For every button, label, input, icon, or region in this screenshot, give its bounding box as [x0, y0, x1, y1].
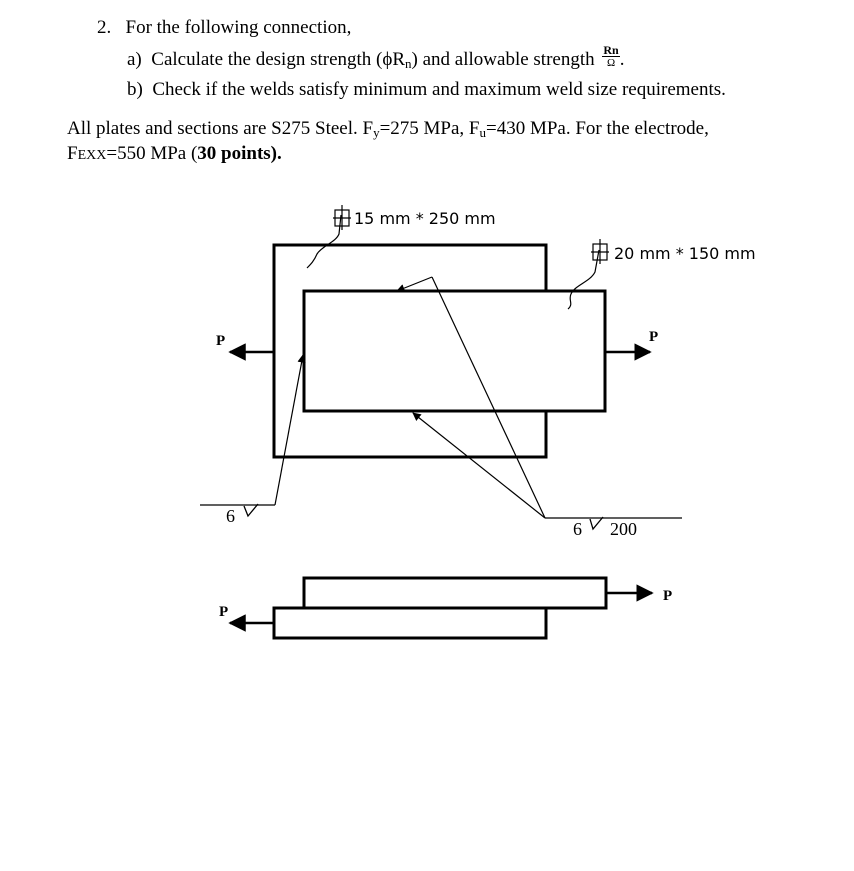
points: 30 points). — [197, 143, 282, 164]
item-a-text: Calculate the design strength (ϕR — [151, 48, 406, 70]
elevation-load-label-right: P — [663, 588, 673, 604]
weld-size-left: 6 — [226, 506, 235, 526]
item-a-text-after: ) and allowable strength — [411, 48, 595, 70]
fraction-numerator: Rn — [603, 43, 619, 57]
fillet-weld-symbol-left — [244, 504, 258, 516]
weld-leader-left — [275, 355, 303, 505]
fy-sub: y — [373, 125, 380, 140]
plate-wide-label: 15 mm * 250 mm — [354, 209, 496, 228]
plate-callout-leader-wide — [307, 215, 341, 268]
item-a-marker: a) — [127, 48, 142, 70]
elevation-load-label-left: P — [219, 604, 229, 620]
electrode-exx: EXX — [77, 148, 107, 163]
fu-rest: =430 MPa. For the electrode, — [486, 118, 709, 139]
plate-narrow-label: 20 mm * 150 mm — [614, 244, 756, 263]
question-number: 2. — [97, 17, 112, 38]
electrode-f: F — [67, 143, 78, 164]
steel-pre: All plates and sections are S275 Steel. F — [67, 118, 374, 139]
electrode-rest: =550 MPa ( — [106, 143, 198, 164]
plate-symbol-icon-wide — [333, 205, 351, 230]
load-label-right: P — [649, 329, 659, 345]
item-a-subscript: n — [405, 55, 412, 71]
question-intro: For the following connection, — [125, 17, 352, 38]
item-b-marker: b) — [127, 79, 143, 100]
weld-length-right: 200 — [610, 519, 637, 539]
fraction-denominator: Ω — [606, 57, 616, 69]
weld-leader-bottom — [413, 413, 545, 518]
plate-symbol-icon-narrow — [591, 239, 609, 264]
load-label-left: P — [216, 333, 226, 349]
fillet-weld-symbol-right — [590, 517, 603, 529]
item-b-text: Check if the welds satisfy minimum and maximum weld size requirements. — [152, 79, 726, 100]
weld-size-right: 6 — [573, 519, 582, 539]
fy-rest: =275 MPa, F — [379, 118, 480, 139]
fu-sub: u — [479, 125, 486, 140]
item-a-end: . — [619, 48, 625, 70]
elevation-plate-wide — [274, 608, 546, 638]
weld-arrow-top — [397, 277, 432, 291]
elevation-plate-narrow — [304, 578, 606, 608]
plate-narrow — [304, 291, 605, 411]
